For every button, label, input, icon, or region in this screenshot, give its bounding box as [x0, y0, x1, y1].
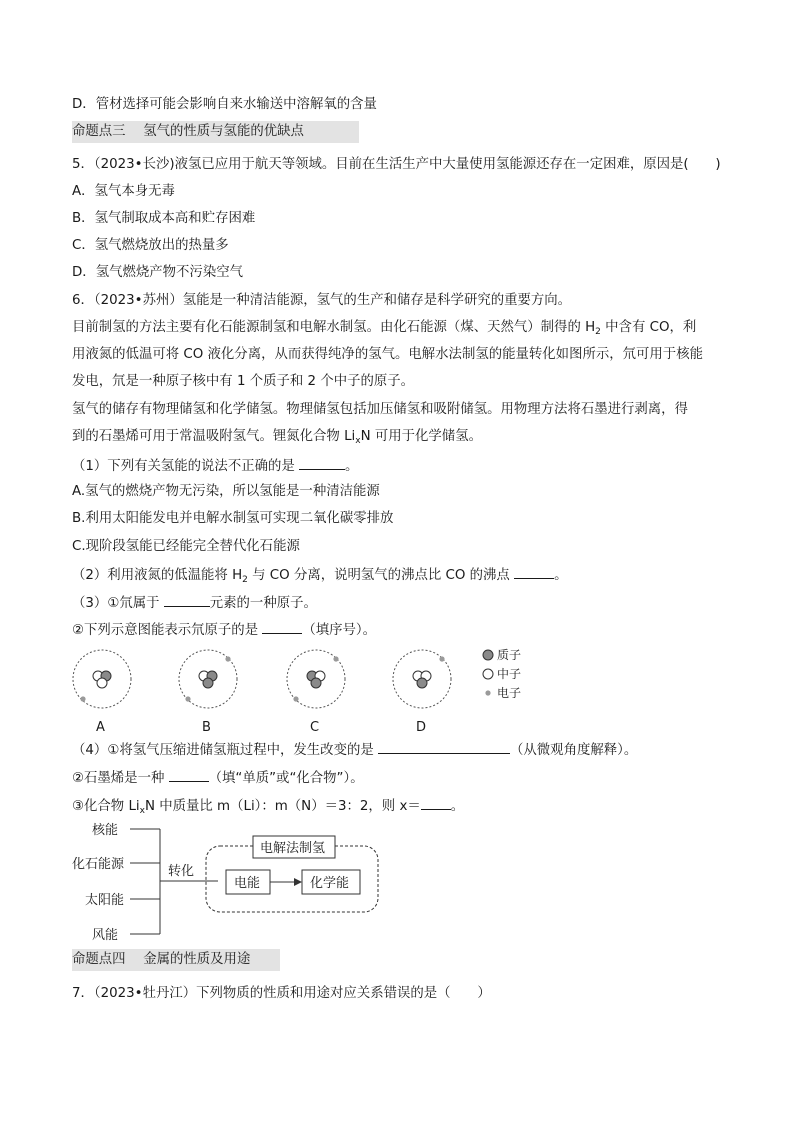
proton-icon [203, 678, 213, 688]
q6-sub3-1: （3）①氘属于 元素的一种原子。 [72, 592, 317, 614]
atom-label-d: D [416, 720, 427, 735]
q4-option-d: D．管材选择可能会影响自来水输送中溶解氧的含量 [72, 97, 377, 112]
q7-stem: 7．（2023•牡丹江）下列物质的性质和用途对应关系错误的是（ ） [72, 986, 491, 1001]
q6-sub1: （1）下列有关氢能的说法不正确的是 。 [72, 455, 358, 477]
q6-sub2: （2）利用液氮的低温能将 $H_2$ 与 CO 分离，说明氢气的沸点比 CO 的沸点 。 [72, 564, 567, 587]
arrow-head-icon [294, 878, 302, 886]
electron-icon [185, 696, 190, 701]
q5-option-c: C．氢气燃烧放出的热量多 [72, 238, 229, 253]
atom-b[interactable] [179, 650, 237, 735]
q6-sub4-1: （4）①将氢气压缩进储氢瓶过程中，发生改变的是 （从微观角度解释）。 [72, 739, 637, 761]
atom-d[interactable] [393, 650, 451, 735]
q5-stem: 5．（2023•长沙)液氢已应用于航天等领域。目前在生活生产中大量使用氢能源还存在一定困难，原因是( ) [72, 157, 721, 172]
neutron-icon [483, 669, 493, 679]
q6-para1-line2: 用液氮的低温可将 CO 液化分离，从而获得纯净的氢气。电解水法制氢的能量转化如图所示，氘可用于核能 [72, 347, 703, 362]
convert-label: 转化 [168, 864, 195, 879]
answer-blank-3[interactable] [164, 592, 210, 607]
proton-icon [311, 678, 321, 688]
q6-sub4-3: ③化合物 $Li_xN$ 中质量比 m（Li）：m（N）＝3：2，则 x＝ 。 [72, 795, 464, 818]
section-header-4 [72, 949, 280, 971]
q6-sub3-2: ②下列示意图能表示氘原子的是 （填序号）。 [72, 619, 376, 641]
electrolysis-title: 电解法制氢 [260, 841, 326, 856]
atom-label-a: A [96, 720, 105, 735]
electron-icon [439, 656, 444, 661]
electron-icon [293, 696, 298, 701]
atom-label-c: C [310, 720, 320, 735]
atom-a[interactable] [73, 650, 131, 735]
electric-energy-label: 电能 [234, 876, 261, 891]
section-header-3 [72, 121, 359, 143]
legend-proton: 质子 [497, 648, 522, 662]
answer-blank-1[interactable] [299, 455, 345, 470]
atom-c[interactable] [287, 650, 345, 735]
atom-legend [483, 647, 521, 700]
q6-para2-line2: 到的石墨烯可用于常温吸附氢气。锂氮化合物 $Li_xN$ 可用于化学储氢。 [72, 429, 482, 446]
atom-label-b: B [202, 720, 211, 735]
proton-icon [417, 678, 427, 688]
q5-option-d: D．氢气燃烧产物不污染空气 [72, 265, 243, 280]
source-nuclear: 核能 [92, 823, 119, 838]
proton-icon [483, 650, 493, 660]
answer-blank-7[interactable] [421, 795, 451, 810]
source-wind: 风能 [92, 928, 119, 943]
q6-para1-line3: 发电，氘是一种原子核中有 1 个质子和 2 个中子的原子。 [72, 374, 415, 389]
q5-option-a: A．氢气本身无毒 [72, 184, 175, 199]
answer-blank-5[interactable] [378, 739, 510, 754]
answer-blank-2[interactable] [514, 564, 554, 579]
q5-option-b: B．氢气制取成本高和贮存困难 [72, 211, 256, 226]
q6-para2-line1: 氢气的储存有物理储氢和化学储氢。物理储氢包括加压储氢和吸附储氢。用物理方法将石墨进行剥离，得 [72, 402, 688, 417]
q6-para1-line1: 目前制氢的方法主要有化石能源制氢和电解水制氢。由化石能源（煤、天然气）制得的 $H_2$ 中含有 CO，利 [72, 320, 697, 337]
answer-blank-6[interactable] [169, 767, 209, 782]
electron-icon [80, 696, 85, 701]
q6-stem: 6．（2023•苏州）氢能是一种清洁能源，氢气的生产和储存是科学研究的重要方向。 [72, 293, 572, 308]
legend-neutron: 中子 [497, 667, 522, 681]
q6-sub1-option-a: A.氢气的燃烧产物无污染，所以氢能是一种清洁能源 [72, 484, 380, 499]
q6-sub1-option-c: C.现阶段氢能已经能完全替代化石能源 [72, 539, 300, 554]
q6-sub1-option-b: B.利用太阳能发电并电解水制氢可实现二氧化碳零排放 [72, 511, 394, 526]
electron-icon [225, 656, 230, 661]
chemical-energy-label: 化学能 [310, 876, 350, 891]
section-header-4-text: 命题点四 金属的性质及用途 [72, 952, 251, 967]
q6-sub4-2: ②石墨烯是一种 （填“单质”或“化合物”）。 [72, 767, 364, 789]
atom-diagrams [60, 640, 560, 740]
answer-blank-4[interactable] [262, 619, 302, 634]
source-fossil: 化石能源 [72, 857, 125, 872]
legend-electron: 电子 [497, 686, 522, 700]
electron-icon [485, 690, 490, 695]
section-header-3-text: 命题点三 氢气的性质与氢能的优缺点 [72, 124, 304, 139]
electron-icon [333, 656, 338, 661]
source-solar: 太阳能 [85, 893, 125, 908]
energy-diagram [70, 818, 390, 950]
neutron-icon [97, 678, 107, 688]
